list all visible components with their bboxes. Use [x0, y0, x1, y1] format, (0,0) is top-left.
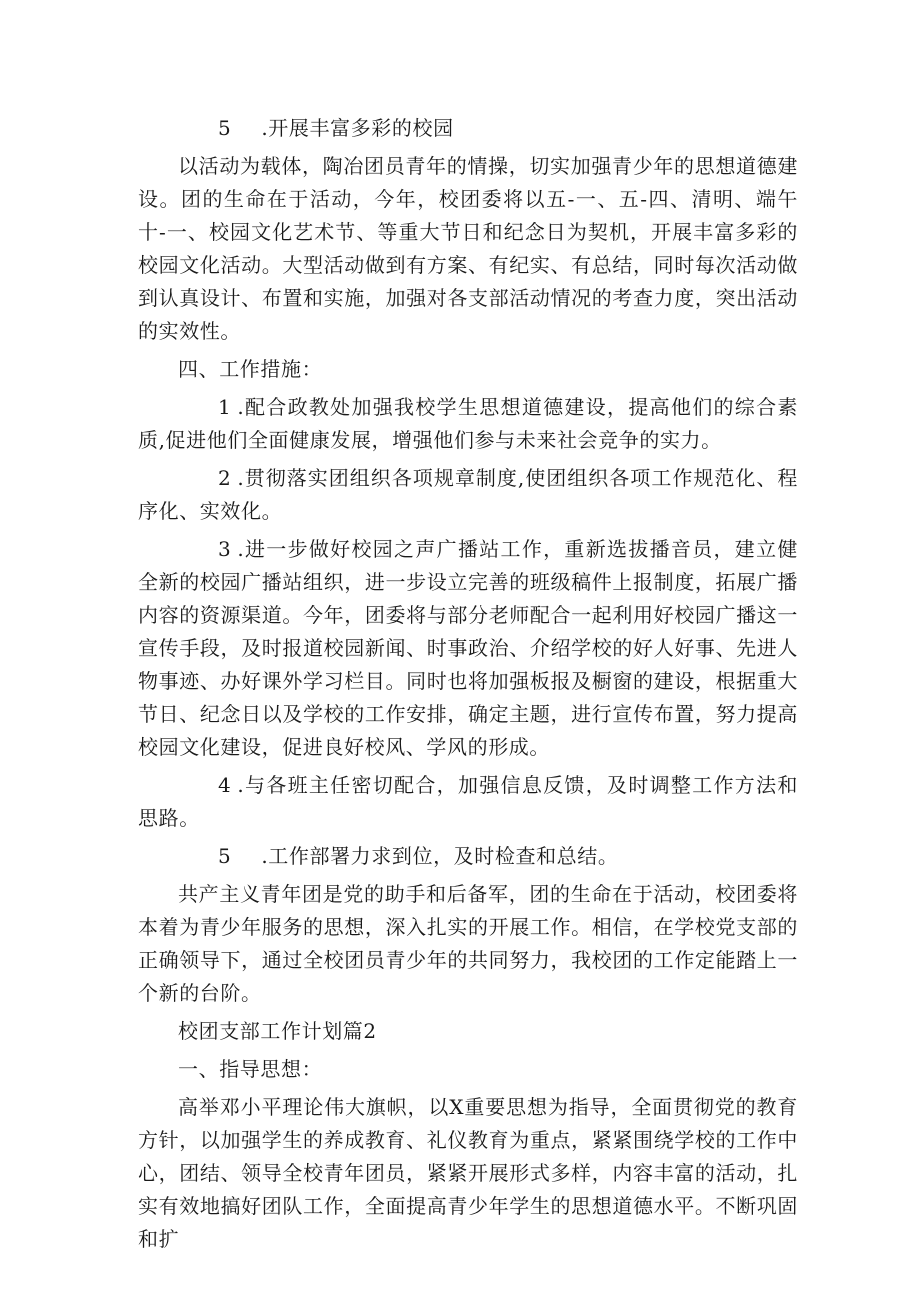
document-body: [138, 112, 798, 1261]
item-number: 5: [218, 116, 232, 140]
measure-5: [138, 840, 798, 873]
item-number: 3: [218, 537, 232, 561]
item-text: .贯彻落实团组织各项规章制度,使团组织各项工作规范化、程序化、实效化。: [138, 466, 798, 523]
part-2-title: 校团支部工作计划篇2: [178, 1019, 377, 1043]
section-four-heading: 四、工作措施：: [178, 357, 323, 381]
measure-3: [138, 533, 798, 764]
section-one-heading: 一、指导思想：: [178, 1057, 323, 1081]
item-text: .开展丰富多彩的校园: [261, 116, 454, 140]
measure-4: [138, 769, 798, 835]
item-text: .与各班主任密切配合，加强信息反馈，及时调整工作方法和思路。: [138, 773, 798, 830]
paragraph-guiding-thought: 高举邓小平理论伟大旗帜，以X重要思想为指导，全面贯彻党的教育方针，以加强学生的养成教育、礼仪教育为重点，紧紧围绕学校的工作中心，团结、领导全校青年团员，紧紧开展形式多样，内容丰富的活动，扎实有效地搞好团队工作，全面提高青少年学生的思想道德水平。不断巩固和扩: [138, 1095, 798, 1251]
measure-1: [138, 391, 798, 457]
measure-2: [138, 462, 798, 528]
item-5-heading: [138, 112, 798, 145]
item-number: 5: [218, 844, 232, 868]
item-text: .配合政教处加强我校学生思想道德建设，提高他们的综合素质,促进他们全面健康发展，增强他们参与未来社会竞争的实力。: [138, 395, 798, 452]
item-number: 2: [218, 466, 232, 490]
paragraph-activities: 以活动为载体，陶冶团员青年的情操，切实加强青少年的思想道德建设。团的生命在于活动，今年，校团委将以五-一、五-四、清明、端午十-一、校园文化艺术节、等重大节日和纪念日为契机，开展丰富多彩的校园文化活动。大型活动做到有方案、有纪实、有总结，同时每次活动做到认真设计、布置和实施，加强对各支部活动情况的考查力度，突出活动的实效性。: [138, 154, 798, 343]
item-text: .进一步做好校园之声广播站工作，重新选拔播音员，建立健全新的校园广播站组织，进一步设立完善的班级稿件上报制度，拓展广播内容的资源渠道。今年，团委将与部分老师配合一起利用好校园广播这一宣传手段，及时报道校园新闻、时事政治、介绍学校的好人好事、先进人物事迹、办好课外学习栏目。同时也将加强板报及橱窗的建设，根据重大节日、纪念日以及学校的工作安排，确定主题，进行宣传布置，努力提高校园文化建设，促进良好校风、学风的形成。: [138, 537, 798, 759]
item-number: 4: [218, 773, 232, 797]
item-text: .工作部署力求到位，及时检查和总结。: [261, 844, 619, 868]
item-number: 1: [218, 395, 232, 419]
paragraph-conclusion: 共产主义青年团是党的助手和后备军，团的生命在于活动，校团委将本着为青少年服务的思想，深入扎实的开展工作。相信，在学校党支部的正确领导下，通过全校团员青少年的共同努力，我校团的工作定能踏上一个新的台阶。: [138, 882, 798, 1005]
